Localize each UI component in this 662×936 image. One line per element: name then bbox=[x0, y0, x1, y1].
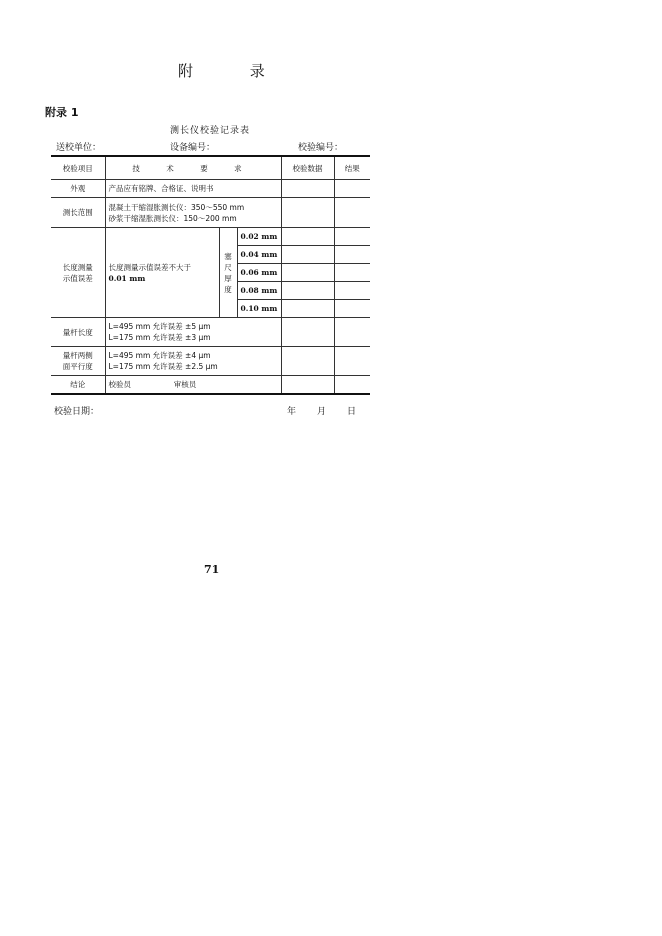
result-cell bbox=[334, 318, 370, 347]
req-appearance: 产品应有铭牌、合格证、说明书 bbox=[105, 180, 281, 198]
appendix-section-label: 附录 1 bbox=[45, 106, 79, 119]
req-rod-length-line-1: L=495 mm 允许误差 ±5 μm bbox=[108, 322, 211, 331]
thickness-3: 0.06 mm bbox=[237, 264, 281, 282]
table-caption: 测长仪校验记录表 bbox=[170, 126, 251, 136]
item-length bbox=[51, 228, 105, 318]
gauge-char-4: 度 bbox=[224, 284, 232, 294]
result-cell bbox=[334, 246, 370, 264]
page-title: 附 录 bbox=[178, 62, 291, 80]
reviewer-label: 审核员 bbox=[173, 380, 197, 389]
thickness-2: 0.04 mm bbox=[237, 246, 281, 264]
item-parallelism-line-2: 面平行度 bbox=[62, 362, 93, 371]
day-label: 日 bbox=[347, 407, 357, 417]
data-cell bbox=[281, 264, 334, 282]
req-rod-length-line-2: L=175 mm 允许误差 ±3 μm bbox=[108, 333, 211, 342]
gauge-char-3: 厚 bbox=[224, 273, 232, 283]
calibration-date-label: 校验日期： bbox=[54, 407, 100, 417]
req-range bbox=[105, 198, 281, 228]
data-cell bbox=[281, 318, 334, 347]
data-cell bbox=[281, 282, 334, 300]
data-cell bbox=[281, 300, 334, 318]
data-cell bbox=[281, 246, 334, 264]
header-data: 校验数据 bbox=[281, 156, 334, 180]
req-parallelism bbox=[105, 347, 281, 376]
year-label: 年 bbox=[287, 407, 297, 417]
table-header-row bbox=[51, 156, 370, 180]
header-requirement: 技 术 要 求 bbox=[105, 156, 281, 180]
sending-unit-label: 送校单位： bbox=[56, 143, 102, 153]
data-cell bbox=[281, 198, 334, 228]
req-length bbox=[105, 228, 219, 318]
req-rod-length bbox=[105, 318, 281, 347]
header-item: 校验项目 bbox=[51, 156, 105, 180]
req-length-line-2: 0.01 mm bbox=[108, 273, 146, 283]
month-label: 月 bbox=[317, 407, 327, 417]
result-cell bbox=[334, 180, 370, 198]
req-parallelism-line-2: L=175 mm 允许误差 ±2.5 μm bbox=[108, 362, 218, 371]
item-rod-length: 量杆长度 bbox=[51, 318, 105, 347]
data-cell bbox=[281, 180, 334, 198]
device-number-label: 设备编号： bbox=[170, 143, 216, 153]
thickness-4: 0.08 mm bbox=[237, 282, 281, 300]
table-row bbox=[51, 347, 370, 376]
feeler-gauge-label bbox=[219, 228, 237, 318]
item-range: 测长范围 bbox=[51, 198, 105, 228]
header-result: 结果 bbox=[334, 156, 370, 180]
data-cell bbox=[281, 228, 334, 246]
table-row bbox=[51, 198, 370, 228]
result-cell bbox=[334, 376, 370, 395]
gauge-char-1: 塞 bbox=[224, 251, 232, 261]
page-number: 71 bbox=[204, 563, 220, 576]
item-length-line-1: 长度测量 bbox=[62, 262, 93, 272]
data-cell bbox=[281, 376, 334, 395]
thickness-5: 0.10 mm bbox=[237, 300, 281, 318]
item-length-line-2: 示值误差 bbox=[62, 273, 93, 283]
item-parallelism bbox=[51, 347, 105, 376]
result-cell bbox=[334, 347, 370, 376]
calibration-number-label: 校验编号： bbox=[298, 143, 344, 153]
result-cell bbox=[334, 264, 370, 282]
table-row bbox=[51, 180, 370, 198]
result-cell bbox=[334, 300, 370, 318]
result-cell bbox=[334, 198, 370, 228]
item-conclusion: 结论 bbox=[51, 376, 105, 395]
req-range-line-1: 混凝土干缩湿胀测长仪：350～550 mm bbox=[108, 202, 245, 212]
req-length-line-1: 长度测量示值误差不大于 bbox=[108, 262, 191, 272]
data-cell bbox=[281, 347, 334, 376]
item-parallelism-line-1: 量杆两侧 bbox=[62, 351, 93, 360]
item-appearance: 外观 bbox=[51, 180, 105, 198]
req-range-line-2: 砂浆干缩湿胀测长仪：150～200 mm bbox=[108, 213, 237, 223]
gauge-char-2: 尺 bbox=[224, 262, 232, 272]
table-row bbox=[51, 376, 370, 395]
checker-label: 校验员 bbox=[108, 380, 131, 389]
conclusion-signatures bbox=[105, 376, 281, 395]
thickness-1: 0.02 mm bbox=[237, 228, 281, 246]
result-cell bbox=[334, 228, 370, 246]
calibration-record-table bbox=[51, 155, 370, 395]
table-row bbox=[51, 228, 370, 246]
result-cell bbox=[334, 282, 370, 300]
table-row bbox=[51, 318, 370, 347]
req-parallelism-line-1: L=495 mm 允许误差 ±4 μm bbox=[108, 351, 211, 360]
